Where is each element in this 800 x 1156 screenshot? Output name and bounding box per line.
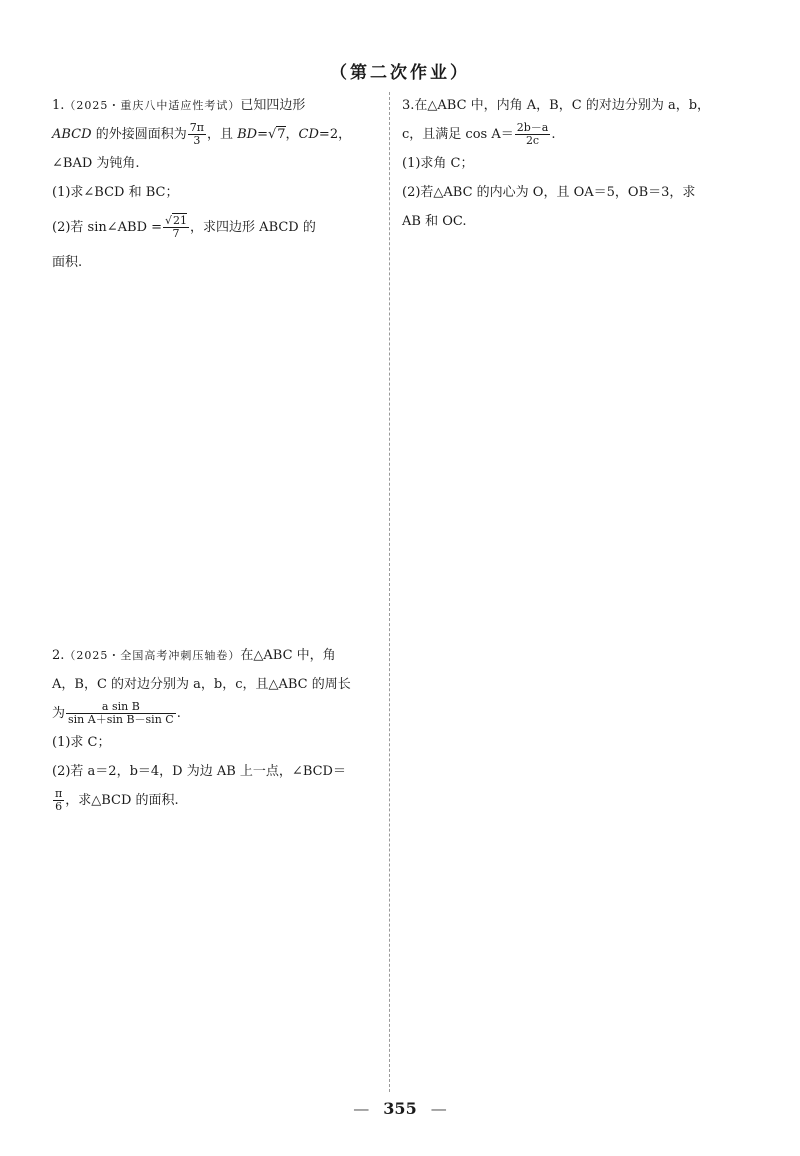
fraction-denominator: 3 xyxy=(193,134,201,147)
problem-3-line-2 xyxy=(402,120,732,149)
problem-1-part-2-cont: 面积. xyxy=(52,255,83,270)
segment-cd: CD xyxy=(298,127,319,142)
footer-dash-right: — xyxy=(430,1099,447,1118)
problem-1 xyxy=(52,91,380,277)
problem-2-line-2: A，B，C 的对边分别为 a，b，c，且△ABC 的周长 xyxy=(52,677,351,692)
fraction-numerator: 7π xyxy=(189,121,204,134)
problem-1-source: （2025・重庆八中适应性考试） xyxy=(64,99,241,112)
fraction-numerator: √21 xyxy=(165,214,188,227)
fraction-denominator: 2c xyxy=(525,134,540,147)
problem-2-part-1: (1)求 C； xyxy=(52,735,111,750)
sqrt-radicand: 21 xyxy=(173,214,188,227)
problem-1-line-1 xyxy=(52,91,380,120)
problem-2-stem: 在△ABC 中，角 xyxy=(240,648,336,663)
problem-2-part-2-cont xyxy=(52,786,380,815)
problem-2-source: （2025・全国高考冲刺压轴卷） xyxy=(64,649,241,662)
problem-3-part-1: (1)求角 C； xyxy=(402,156,474,171)
problem-2-number: 2. xyxy=(52,648,65,663)
text-fragment: ，求四边形 ABCD 的 xyxy=(190,220,316,235)
problem-3-part-2: (2)若△ABC 的内心为 O，且 OA＝5，OB＝3，求 xyxy=(402,185,696,200)
segment-bd: BD xyxy=(237,127,258,142)
problem-1-part-2 xyxy=(52,213,380,242)
problem-3 xyxy=(402,91,732,236)
problem-3-stem: 在△ABC 中，内角 A，B，C 的对边分别为 a，b， xyxy=(414,98,711,113)
fraction-denominator: 7 xyxy=(172,227,180,240)
text-fragment: =2， xyxy=(318,127,352,142)
fraction-numerator: 2b－a xyxy=(516,121,549,134)
sqrt-radicand: 7 xyxy=(277,127,286,142)
text-fragment: . xyxy=(551,127,556,142)
text-fragment: 为 xyxy=(52,706,66,721)
text-fragment: (2)若 sin∠ABD = xyxy=(52,220,163,235)
column-divider xyxy=(389,92,390,1092)
text-fragment: . xyxy=(176,706,181,721)
fraction-cos xyxy=(515,122,551,147)
footer-dash-left: — xyxy=(353,1099,370,1118)
fraction-sin xyxy=(163,215,189,240)
fraction-area xyxy=(188,122,206,147)
text-fragment: ， xyxy=(285,127,299,142)
problem-3-number: 3. xyxy=(402,98,415,113)
problem-3-line-1 xyxy=(402,91,732,120)
text-fragment: 的外接圆面积为 xyxy=(91,127,187,142)
problem-2-line-3 xyxy=(52,699,380,728)
text-fragment: ，且 xyxy=(206,127,238,142)
page-number-value: 355 xyxy=(383,1099,417,1118)
problem-2-part-2: (2)若 a＝2，b＝4，D 为边 AB 上一点，∠BCD＝ xyxy=(52,764,346,779)
page-title: （第二次作业） xyxy=(330,63,470,83)
fraction-numerator: π xyxy=(55,787,63,800)
problem-1-stem: 已知四边形 xyxy=(240,98,306,113)
text-fragment: c，且满足 cos A＝ xyxy=(402,127,514,142)
text-fragment: ，求△BCD 的面积. xyxy=(65,793,179,808)
fraction-numerator: a sin B xyxy=(66,701,176,714)
problem-2 xyxy=(52,641,380,815)
problem-2-line-1 xyxy=(52,641,380,670)
fraction-denominator: 6 xyxy=(55,800,63,813)
problem-1-line-3: ∠BAD 为钝角. xyxy=(52,156,140,171)
page-number xyxy=(0,1099,800,1118)
problem-3-part-2-cont: AB 和 OC. xyxy=(402,214,467,229)
text-fragment: =√ xyxy=(257,127,277,142)
fraction-perimeter xyxy=(66,701,176,726)
fraction-denominator: sin A＋sin B－sin C xyxy=(68,713,174,726)
problem-1-part-1: (1)求∠BCD 和 BC； xyxy=(52,185,179,200)
problem-1-number: 1. xyxy=(52,98,65,113)
fraction-pi xyxy=(53,788,64,813)
quad-name: ABCD xyxy=(52,127,92,142)
problem-1-line-2 xyxy=(52,120,380,149)
